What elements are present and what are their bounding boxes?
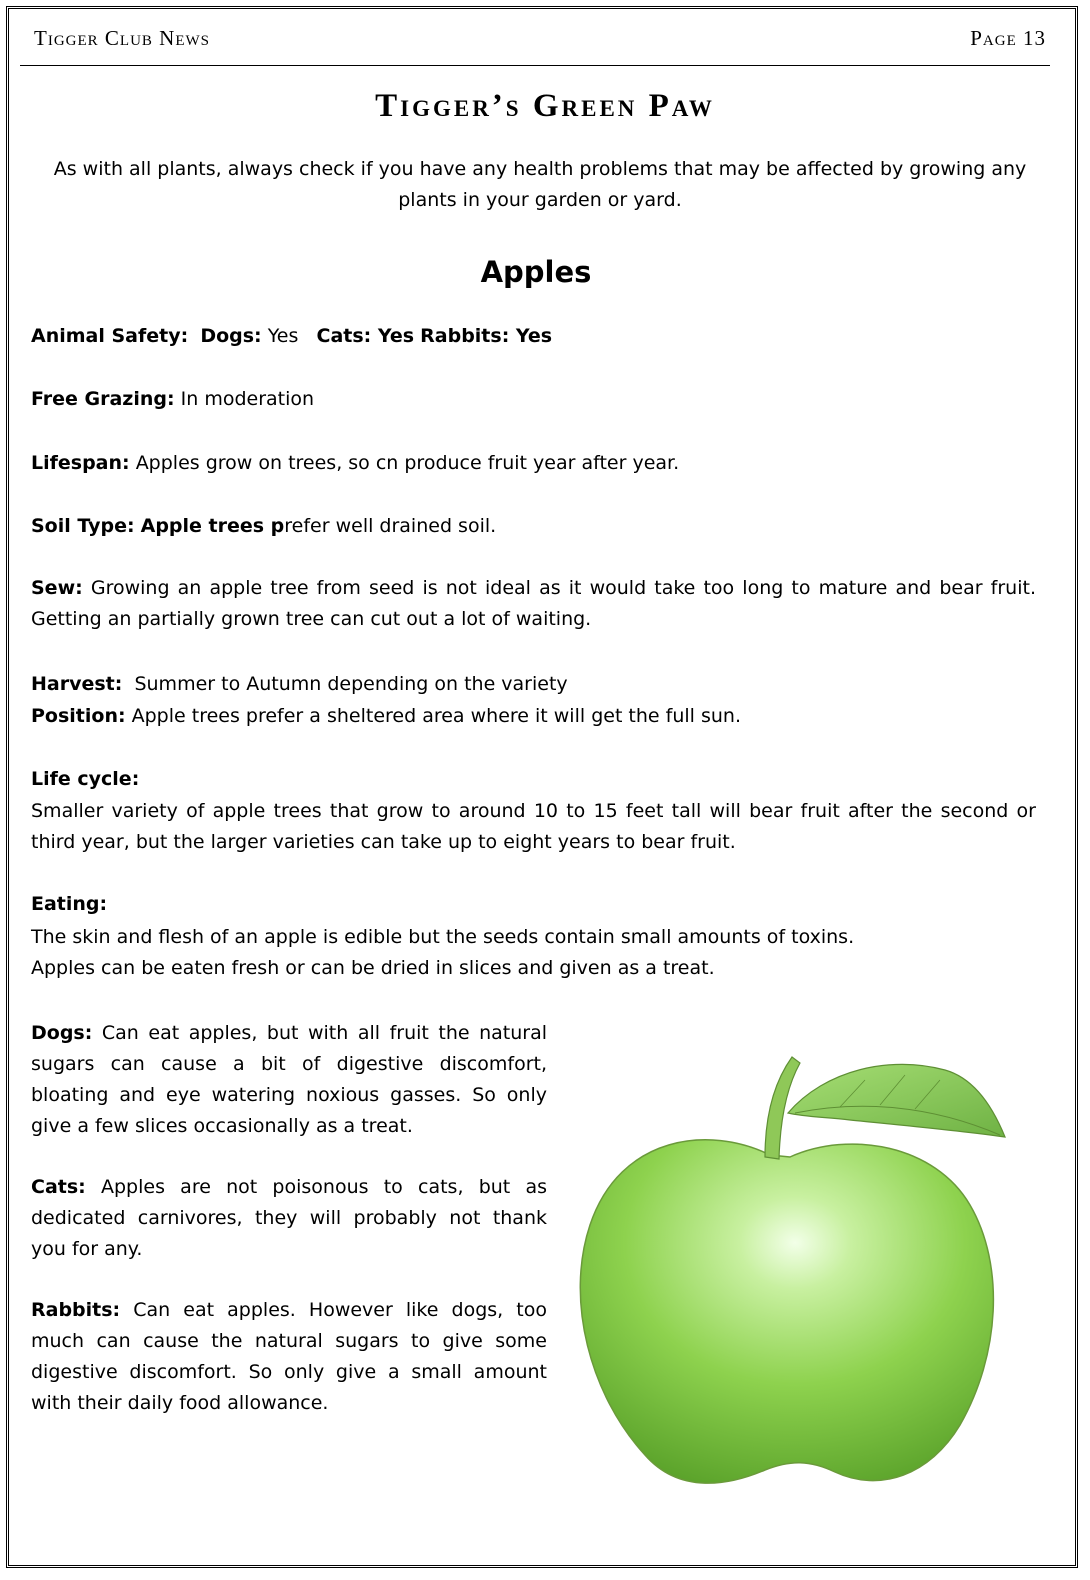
page-number: Page 13 — [970, 26, 1046, 50]
soil-type-line — [31, 511, 1036, 542]
dogs-safety-label: Dogs: — [200, 325, 262, 347]
position-line — [31, 701, 1036, 732]
life-cycle-text: Smaller variety of apple trees that grow to around 10 to 15 feet tall will bear fruit after the second or third year, but the larger varieties can take up to eight years to bear fruit. — [31, 800, 1036, 853]
apple-body — [580, 1140, 993, 1483]
page-title: Tigger’s Green Paw — [375, 88, 715, 124]
lifespan-line — [31, 448, 1036, 479]
dogs-label: Dogs: — [31, 1022, 93, 1044]
animal-safety-line — [31, 321, 1036, 352]
rabbits-safety: Rabbits: Yes — [420, 325, 553, 347]
position-label: Position: — [31, 705, 126, 727]
harvest-label: Harvest: — [31, 673, 123, 695]
rabbits-text: Can eat apples. However like dogs, too much can cause the natural sugars to give some digestive discomfort. So only give a small amount with their daily food allowance. — [31, 1299, 548, 1414]
free-grazing-line — [31, 384, 1036, 415]
cats-text: Apples are not poisonous to cats, but as dedicated carnivores, they will probably not thank you for any. — [31, 1176, 547, 1260]
eating-line-1: The skin and flesh of an apple is edible but the seeds contain small amounts of toxins. — [31, 926, 855, 948]
cats-paragraph — [31, 1172, 547, 1265]
newsletter-name: Tigger Club News — [34, 26, 210, 50]
lifespan-text: Apples grow on trees, so cn produce fruit year after year. — [135, 452, 680, 474]
section-heading: Apples — [480, 255, 592, 289]
soil-type-label: Soil Type: — [31, 515, 135, 537]
header-rule — [20, 65, 1050, 66]
harvest-text: Summer to Autumn depending on the variety — [134, 673, 568, 695]
cats-label: Cats: — [31, 1176, 86, 1198]
soil-type-text: refer well drained soil. — [284, 515, 497, 537]
dogs-safety-value: Yes — [267, 325, 299, 347]
eating-line-2: Apples can be eaten fresh or can be dried in slices and given as a treat. — [31, 957, 715, 979]
cats-safety: Cats: Yes — [316, 325, 415, 347]
harvest-line — [31, 669, 1036, 700]
eating-label: Eating: — [31, 893, 108, 915]
sew-paragraph — [31, 573, 1036, 635]
green-apple-illustration — [560, 1045, 1020, 1505]
rabbits-label: Rabbits: — [31, 1299, 121, 1321]
lifespan-label: Lifespan: — [31, 452, 130, 474]
dogs-paragraph — [31, 1018, 547, 1142]
sew-text: Growing an apple tree from seed is not ideal as it would take too long to mature and bear fruit. Getting an partially grown tree can cut out a lot of waiting. — [31, 577, 1036, 630]
position-text: Apple trees prefer a sheltered area where it will get the full sun. — [131, 705, 741, 727]
soil-type-bold: Apple trees p — [140, 515, 285, 537]
rabbits-paragraph — [31, 1295, 547, 1419]
free-grazing-label: Free Grazing: — [31, 388, 175, 410]
intro-text: As with all plants, always check if you have any health problems that may be affected by growing any plants in your garden or yard. — [53, 158, 1027, 211]
life-cycle-label: Life cycle: — [31, 768, 140, 790]
sew-label: Sew: — [31, 577, 83, 599]
apple-leaf — [788, 1064, 1005, 1137]
free-grazing-text: In moderation — [180, 388, 315, 410]
animal-safety-label: Animal Safety: — [31, 325, 189, 347]
dogs-text: Can eat apples, but with all fruit the natural sugars can cause a bit of digestive discomfort, bloating and eye watering noxious gasses. So only give a few slices occasionally as a treat. — [31, 1022, 547, 1137]
